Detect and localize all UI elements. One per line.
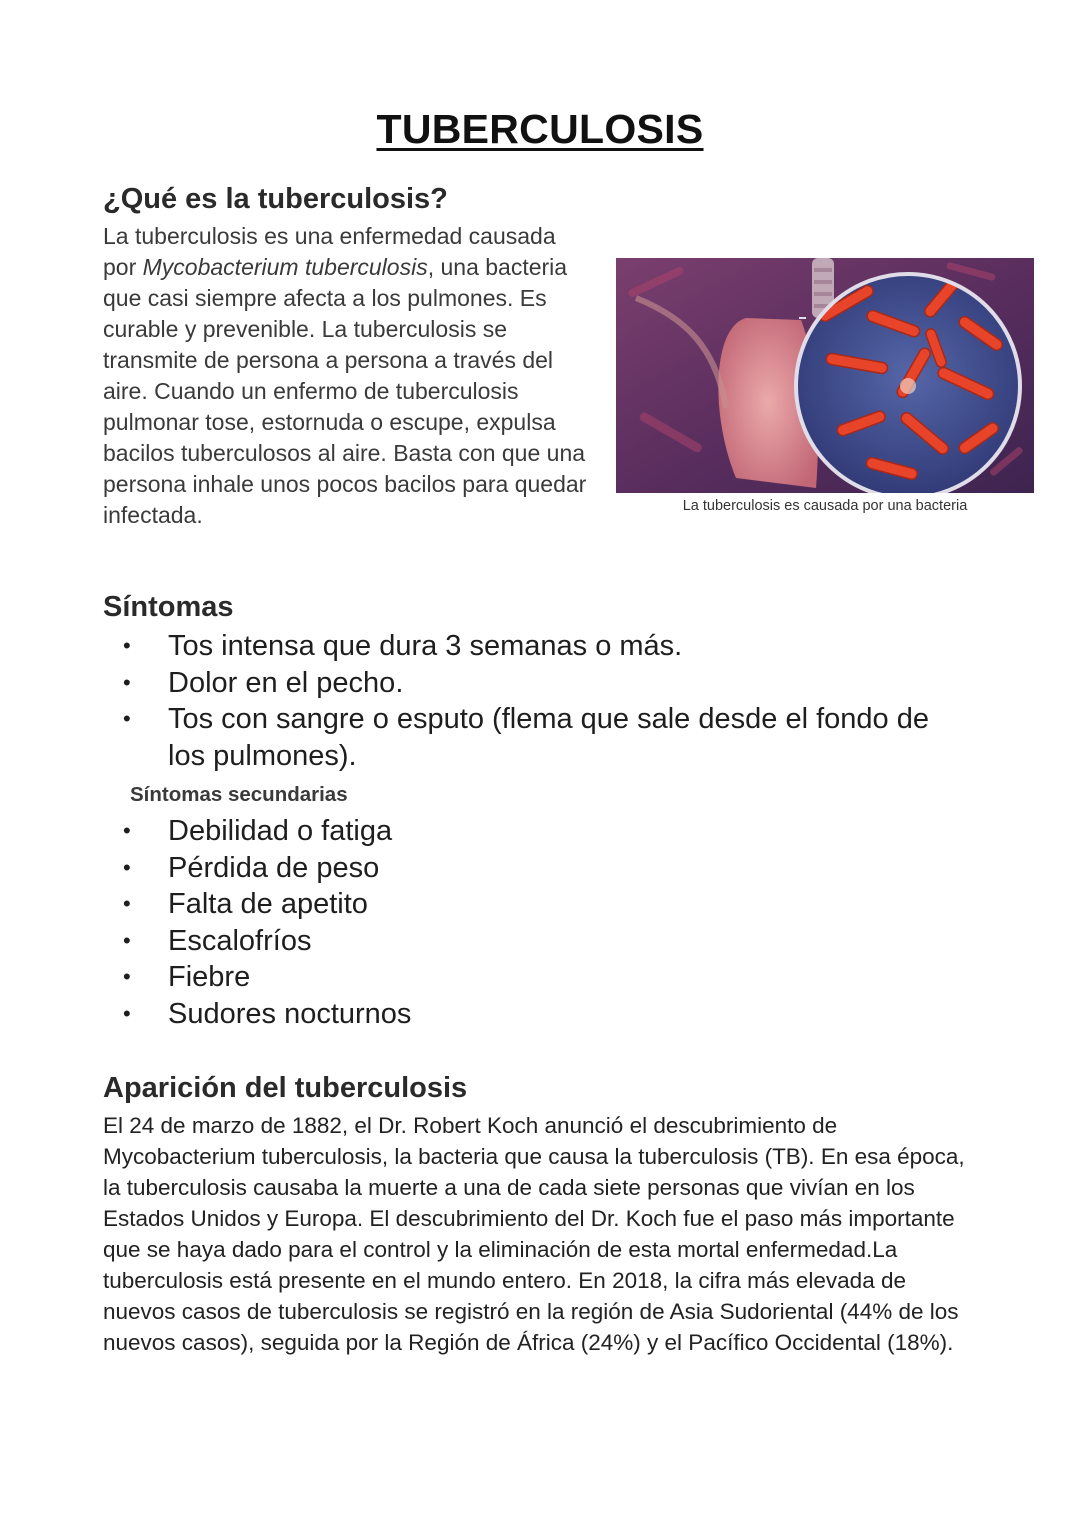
intro-text-start: La tuberculosis es una enfermedad causada por bbox=[103, 223, 556, 280]
bullet-icon: • bbox=[123, 927, 131, 953]
what-is-paragraph bbox=[103, 221, 593, 531]
list-item: • Dolor en el pecho. bbox=[103, 665, 963, 702]
bullet-icon: • bbox=[123, 669, 131, 695]
bullet-icon: • bbox=[123, 1000, 131, 1026]
history-heading: Aparición del tuberculosis bbox=[103, 1072, 468, 1104]
figure-caption: La tuberculosis es causada por una bacteria bbox=[682, 498, 968, 514]
symptoms-heading: Síntomas bbox=[103, 591, 234, 623]
page-title: TUBERCULOSIS bbox=[376, 106, 704, 152]
list-item: • Escalofríos bbox=[103, 923, 963, 960]
intro-text-end: , una bacteria que casi siempre afecta a los pulmones. Es curable y prevenible. La tuberculosis se transmite de persona a persona a través del aire. Cuando un enfermo de tuberculosis pulmonar tose, estornuda o escupe, expulsa bacilos tuberculosos al aire. Basta con que una persona inhale unos pocos bacilos para quedar infectada. bbox=[103, 254, 587, 528]
lungs-bacteria-illustration bbox=[616, 258, 1034, 493]
list-item: • Falta de apetito bbox=[103, 886, 963, 923]
list-item: • Tos intensa que dura 3 semanas o más. bbox=[103, 628, 963, 665]
bullet-icon: • bbox=[123, 891, 131, 916]
list-item: • Fiebre bbox=[103, 959, 963, 996]
list-item: • Debilidad o fatiga bbox=[103, 813, 963, 850]
bullet-icon: • bbox=[123, 633, 131, 658]
symptoms-list bbox=[103, 628, 963, 774]
bullet-icon: • bbox=[123, 854, 131, 880]
list-item: • Tos con sangre o esputo (flema que sale desde el fondo de los pulmones). bbox=[123, 703, 929, 772]
list-item: • Sudores nocturnos bbox=[103, 996, 963, 1033]
list-item: • Pérdida de peso bbox=[103, 850, 963, 887]
intro-italic-term: Mycobacterium tuberculosis bbox=[142, 254, 428, 280]
secondary-symptoms-list bbox=[103, 813, 963, 1032]
bullet-icon: • bbox=[123, 706, 131, 731]
bullet-icon: • bbox=[123, 818, 131, 843]
history-paragraph: El 24 de marzo de 1882, el Dr. Robert Koch anunció el descubrimiento de Mycobacterium tuberculosis, la bacteria que causa la tuberculosis (TB). En esa época, la tuberculosis causaba la muerte a una de cada siete personas que vivían en los Estados Unidos y Europa. El descubrimiento del Dr. Koch fue el paso más importante que se haya dado para el control y la eliminación de esta mortal enfermedad.La tuberculosis está presente en el mundo entero. En 2018, la cifra más elevada de nuevos casos de tuberculosis se registró en la región de Asia Sudoriental (44% de los nuevos casos), seguida por la Región de África (24%) y el Pacífico Occidental (18%). bbox=[103, 1113, 965, 1355]
secondary-symptoms-heading: Síntomas secundarias bbox=[130, 783, 348, 806]
bullet-icon: • bbox=[123, 964, 131, 989]
what-is-heading: ¿Qué es la tuberculosis? bbox=[103, 183, 448, 215]
